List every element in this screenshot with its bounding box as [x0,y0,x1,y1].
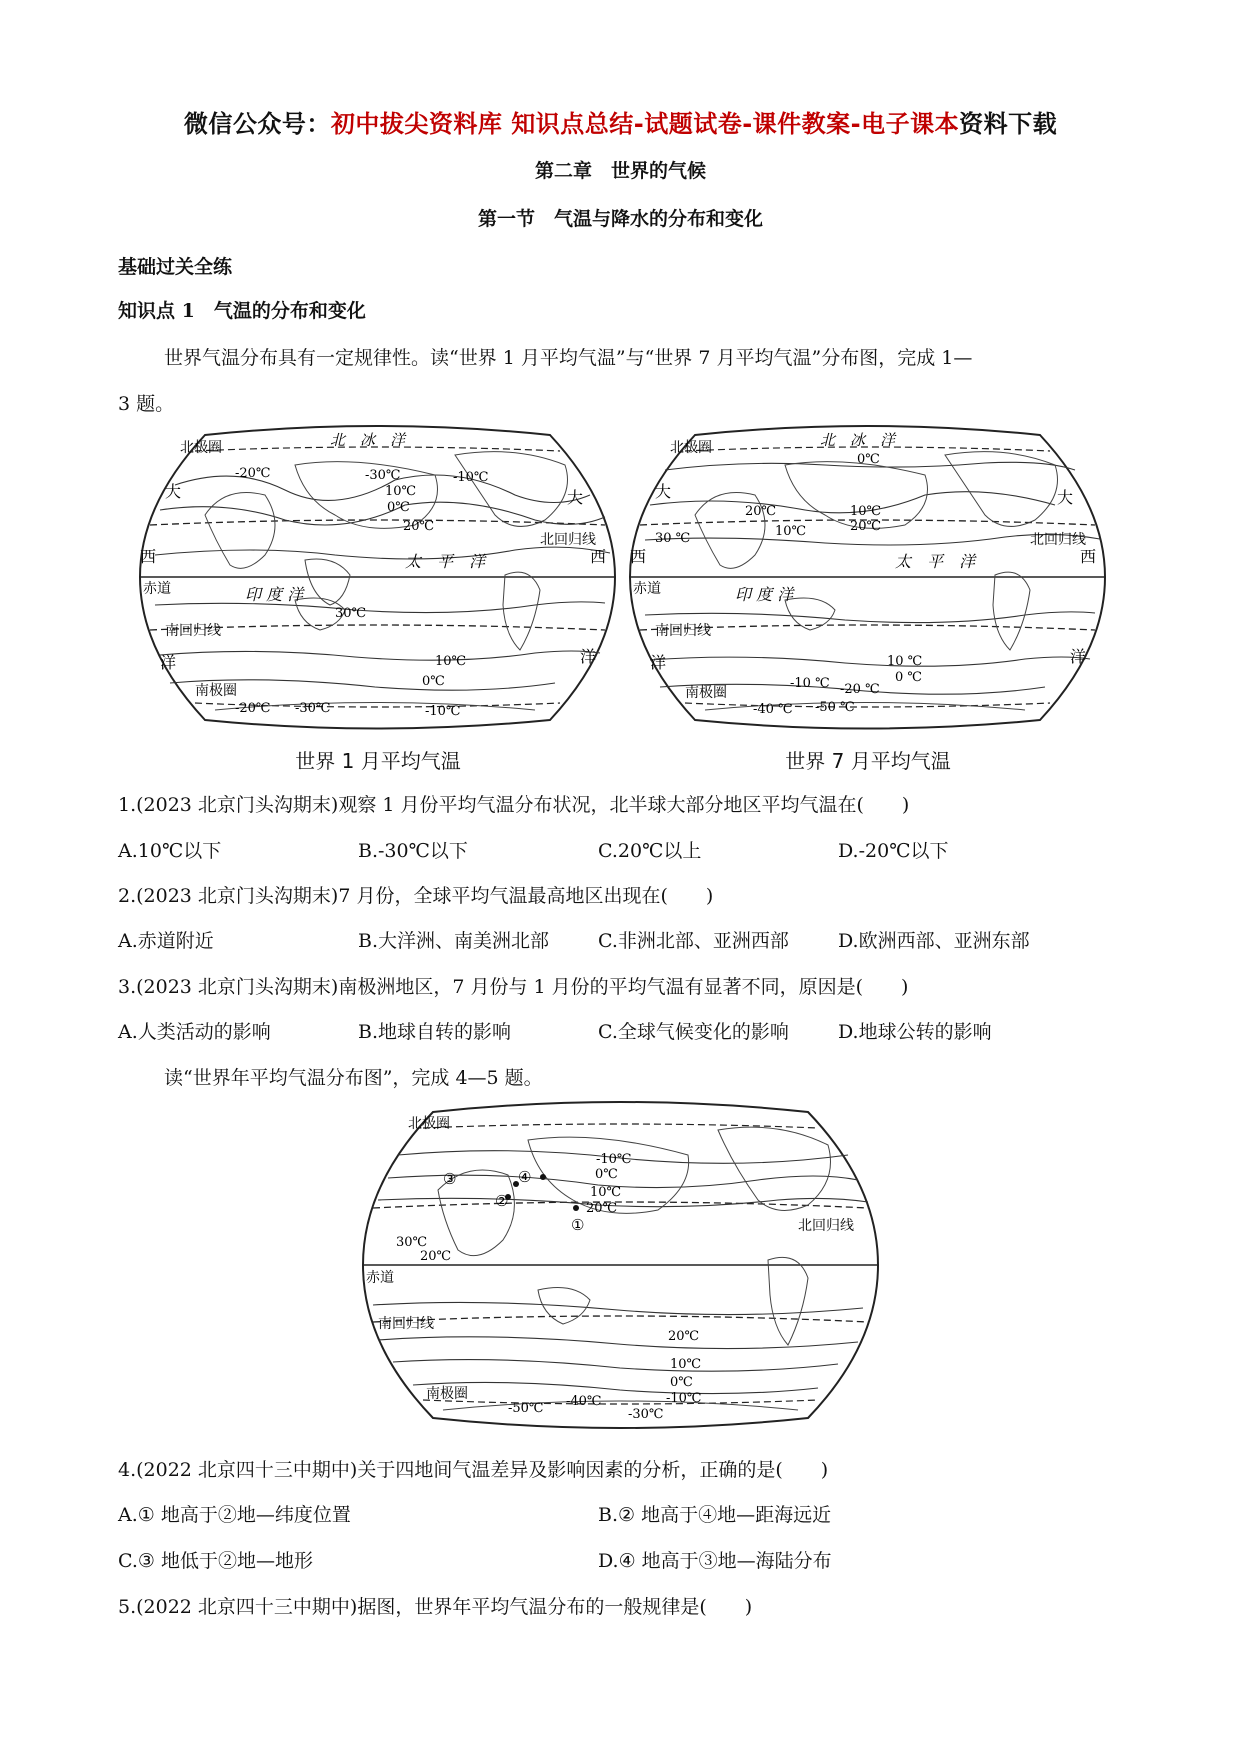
jul-tropic-n: 北回归线 [1030,532,1086,548]
intro-line-1: 世界气温分布具有一定规律性。读“世界 1 月平均气温”与“世界 7 月平均气温”分布图，完成 1— [164,347,973,369]
year-temp-10: 10℃ [590,1185,622,1200]
question-1-option-c: C.20℃以上 [598,840,702,862]
jan-temp-m20: -20℃ [235,466,271,481]
jan-temp-20: 20℃ [403,519,435,534]
jul-yang-right: 洋 [1070,647,1087,666]
jul-indian: 印 度 洋 [735,585,794,604]
question-3-option-b: B.地球自转的影响 [358,1021,512,1043]
jan-yang-right: 洋 [580,647,597,666]
year-temp-m50s: -50℃ [508,1401,544,1416]
question-3-option-d: D.地球公转的影响 [838,1021,992,1043]
question-4-stem: 4.(2022 北京四十三中期中)关于四地间气温差异及影响因素的分析，正确的是( ) [118,1459,829,1481]
year-temp-m40s: -40℃ [566,1394,602,1409]
jan-temp-30: 30℃ [335,606,367,621]
jul-pacific: 太 平 洋 [895,552,976,571]
question-3-option-c: C.全球气候变化的影响 [598,1021,789,1043]
question-4-option-c: C.③ 地低于②地—地形 [118,1550,313,1572]
map-january [135,425,620,730]
jan-arctic-ocean-label: 北 冰 洋 [330,431,406,449]
intro-2: 读“世界年平均气温分布图”，完成 4—5 题。 [164,1067,543,1089]
question-3-option-a: A.人类活动的影响 [118,1021,271,1043]
question-2-option-d: D.欧洲西部、亚洲东部 [838,930,1030,952]
jul-temp-0s: 0 ℃ [895,670,922,685]
jan-tropic-n: 北回归线 [540,532,596,548]
year-temp-m10: -10℃ [596,1152,632,1167]
question-1-option-b: B.-30℃以下 [358,840,468,862]
year-temp-30: 30℃ [396,1235,428,1250]
jul-equator: 赤道 [633,581,661,597]
jan-indian: 印 度 洋 [245,585,304,604]
jan-temp-m20s: -20℃ [235,701,271,716]
year-temp-20w: 20℃ [420,1249,452,1264]
jan-temp-m10s: -10℃ [425,704,461,719]
jul-xi-right: 西 [1080,547,1097,566]
jan-temp-m30: -30℃ [365,468,401,483]
jan-da-right: 大 [567,488,584,507]
question-3-stem: 3.(2023 北京门头沟期末)南极洲地区，7 月份与 1 月份的平均气温有显著不同，原因是( ) [118,976,909,998]
question-4-option-d: D.④ 地高于③地—海陆分布 [598,1550,832,1572]
year-equator: 赤道 [366,1270,394,1286]
map-january-caption: 世界 1 月平均气温 [295,749,461,773]
question-1-option-a: A.10℃以下 [118,840,222,862]
map-july [625,425,1110,730]
jul-yang-left: 洋 [650,653,667,672]
jan-da-left: 大 [165,482,182,501]
jan-temp-10: 10℃ [385,484,417,499]
year-point-3: ③ [443,1170,457,1188]
year-tropic-n: 北回归线 [798,1218,854,1234]
jan-pacific: 太 平 洋 [405,552,486,571]
year-point-2: ② [495,1192,509,1210]
map-july-caption: 世界 7 月平均气温 [785,749,951,773]
year-temp-10s: 10℃ [670,1357,702,1372]
intro-line-2: 3 题。 [118,393,175,415]
jan-xi-right: 西 [590,547,607,566]
jul-temp-0: 0℃ [857,452,880,467]
jul-arctic-ocean-label: 北 冰 洋 [820,431,896,449]
question-4-option-a: A.① 地高于②地—纬度位置 [118,1504,351,1526]
jan-antarctic-circle: 南极圈 [195,683,237,699]
header-suffix: 资料下载 [959,110,1058,138]
jan-equator: 赤道 [143,581,171,597]
jan-xi-left: 西 [140,547,157,566]
year-point-4: ④ [518,1168,532,1186]
jul-temp-30: 30 ℃ [655,531,691,546]
jan-temp-0s: 0℃ [422,674,445,689]
question-2-option-b: B.大洋洲、南美洲北部 [358,930,550,952]
jan-temp-m30s: -30℃ [295,701,331,716]
question-5-stem: 5.(2022 北京四十三中期中)据图，世界年平均气温分布的一般规律是( ) [118,1596,753,1618]
chapter-title: 第二章 世界的气候 [534,160,706,182]
jan-temp-10s: 10℃ [435,654,467,669]
year-temp-0s: 0℃ [670,1375,693,1390]
year-tropic-s: 南回归线 [378,1316,434,1332]
map-annual-temperature [358,1100,883,1430]
jul-temp-20a: 20℃ [745,504,777,519]
jul-xi-left: 西 [630,547,647,566]
year-antarctic-circle: 南极圈 [426,1386,468,1402]
jul-temp-10b: 10℃ [850,504,882,519]
section-title: 第一节 气温与降水的分布和变化 [477,208,763,230]
jul-temp-m10s: -10 ℃ [790,676,830,691]
question-2-option-c: C.非洲北部、亚洲西部 [598,930,789,952]
page-header [0,104,1241,139]
question-1-stem: 1.(2023 北京门头沟期末)观察 1 月份平均气温分布状况，北半球大部分地区平均气温在( ) [118,794,910,816]
jul-temp-20b: 20℃ [850,519,882,534]
year-temp-20s: 20℃ [668,1329,700,1344]
year-temp-0: 0℃ [595,1167,618,1182]
jan-arctic-circle-label: 北极圈 [180,440,222,456]
jan-temp-0: 0℃ [387,500,410,515]
year-arctic-circle: 北极圈 [408,1116,450,1132]
year-point-1: ① [571,1216,585,1234]
jul-tropic-s: 南回归线 [655,623,711,639]
jul-temp-m40s: -40 ℃ [753,702,793,717]
year-temp-m30s: -30℃ [628,1407,664,1422]
question-4-option-b: B.② 地高于④地—距海远近 [598,1504,832,1526]
jul-da-left: 大 [655,482,672,501]
header-prefix: 微信公众号： [183,110,331,138]
knowledge-point-title: 知识点 1 气温的分布和变化 [118,300,366,322]
question-2-option-a: A.赤道附近 [118,930,214,952]
question-2-stem: 2.(2023 北京门头沟期末)7 月份，全球平均气温最高地区出现在( ) [118,885,714,907]
jan-temp-m10: -10℃ [453,470,489,485]
year-temp-m10s: -10℃ [666,1391,702,1406]
jan-tropic-s: 南回归线 [165,623,221,639]
jul-da-right: 大 [1057,488,1074,507]
jul-temp-10s: 10 ℃ [887,654,923,669]
subsection-title: 基础过关全练 [118,256,233,278]
header-red-text: 初中拔尖资料库 知识点总结-试题试卷-课件教案-电子课本 [330,110,960,138]
jul-temp-10a: 10℃ [775,524,807,539]
jan-yang-left: 洋 [160,653,177,672]
jul-antarctic-circle: 南极圈 [685,685,727,701]
jul-temp-m50s: -50 ℃ [815,700,855,715]
year-temp-20: 20℃ [586,1201,618,1216]
jul-temp-m20s: -20 ℃ [840,682,880,697]
jul-arctic-circle-label: 北极圈 [670,440,712,456]
question-1-option-d: D.-20℃以下 [838,840,949,862]
